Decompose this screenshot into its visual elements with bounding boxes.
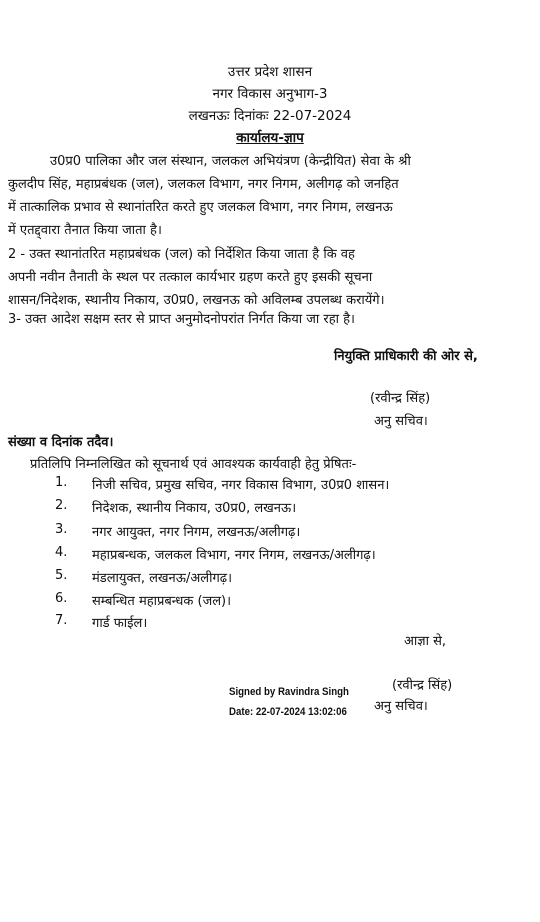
paragraph-3: 3- उक्त आदेश सक्षम स्तर से प्राप्त अनुमोदनोपरांत निर्गत किया जा रहा है। (8, 312, 355, 327)
department-section: नगर विकास अनुभाग-3 (212, 86, 328, 102)
copy-item-number: 6. (55, 591, 68, 606)
on-behalf-of-authority: नियुक्ति प्राधिकारी की ओर से, (334, 349, 478, 364)
digital-signature-signed-by: Signed by Ravindra Singh (229, 686, 349, 698)
copy-item-text: निदेशक, स्थानीय निकाय, उ0प्र0, लखनऊ। (92, 501, 297, 516)
signatory-name-2: (रवीन्द्र सिंह) (392, 678, 453, 693)
reference-number-date: संख्या व दिनांक तदैव। (8, 435, 114, 450)
place-date: लखनऊः दिनांकः 22-07-2024 (188, 108, 352, 124)
copy-item-text: निजी सचिव, प्रमुख सचिव, नगर विकास विभाग, उ0प्र0 शासन। (92, 478, 390, 493)
paragraph-2-line-2: अपनी नवीन तैनाती के स्थल पर तत्काल कार्यभार ग्रहण करते हुए इसकी सूचना (8, 270, 373, 285)
copy-item-number: 2. (55, 498, 68, 513)
copy-item-number: 1. (55, 475, 68, 490)
copy-item-text: गार्ड फाईल। (92, 616, 148, 631)
copy-item-text: महाप्रबन्धक, जलकल विभाग, नगर निगम, लखनऊ/अलीगढ़। (92, 548, 376, 563)
by-order: आज्ञा से, (404, 634, 447, 649)
document-title: कार्यालय-ज्ञाप (236, 130, 304, 146)
signatory-designation-1: अनु सचिव। (374, 414, 428, 429)
copy-item-number: 7. (55, 613, 68, 628)
digital-signature-date: Date: 22-07-2024 13:02:06 (229, 706, 347, 718)
signatory-name-1: (रवीन्द्र सिंह) (370, 391, 431, 406)
paragraph-1-line-1: उ0प्र0 पालिका और जल संस्थान, जलकल अभियंत्रण (केन्द्रीयित) सेवा के श्री (50, 154, 411, 169)
paragraph-1-line-2: कुलदीप सिंह, महाप्रबंधक (जल), जलकल विभाग, नगर निगम, अलीगढ़ को जनहित (8, 177, 399, 192)
copy-item-number: 3. (55, 522, 68, 537)
copy-item-number: 5. (55, 568, 68, 583)
copy-item-text: मंडलायुक्त, लखनऊ/अलीगढ़। (92, 571, 233, 586)
copy-item-text: नगर आयुक्त, नगर निगम, लखनऊ/अलीगढ़। (92, 525, 301, 540)
copy-to-intro: प्रतिलिपि निम्नलिखित को सूचनार्थ एवं आवश्यक कार्यवाही हेतु प्रेषितः- (30, 457, 357, 472)
copy-item-number: 4. (55, 545, 68, 560)
paragraph-1-line-4: में एतद्द्वारा तैनात किया जाता है। (8, 223, 162, 238)
government-name: उत्तर प्रदेश शासन (227, 64, 313, 80)
copy-item-text: सम्बन्धित महाप्रबन्धक (जल)। (92, 594, 232, 609)
paragraph-1-line-3: में तात्कालिक प्रभाव से स्थानांतरित करते हुए जलकल विभाग, नगर निगम, लखनऊ (8, 200, 393, 215)
signatory-designation-2: अनु सचिव। (374, 699, 428, 714)
paragraph-2-line-3: शासन/निदेशक, स्थानीय निकाय, उ0प्र0, लखनऊ को अविलम्ब उपलब्ध करायेंगे। (8, 293, 385, 308)
paragraph-2-line-1: 2 - उक्त स्थानांतरित महाप्रबंधक (जल) को निर्देशित किया जाता है कि वह (8, 247, 355, 262)
